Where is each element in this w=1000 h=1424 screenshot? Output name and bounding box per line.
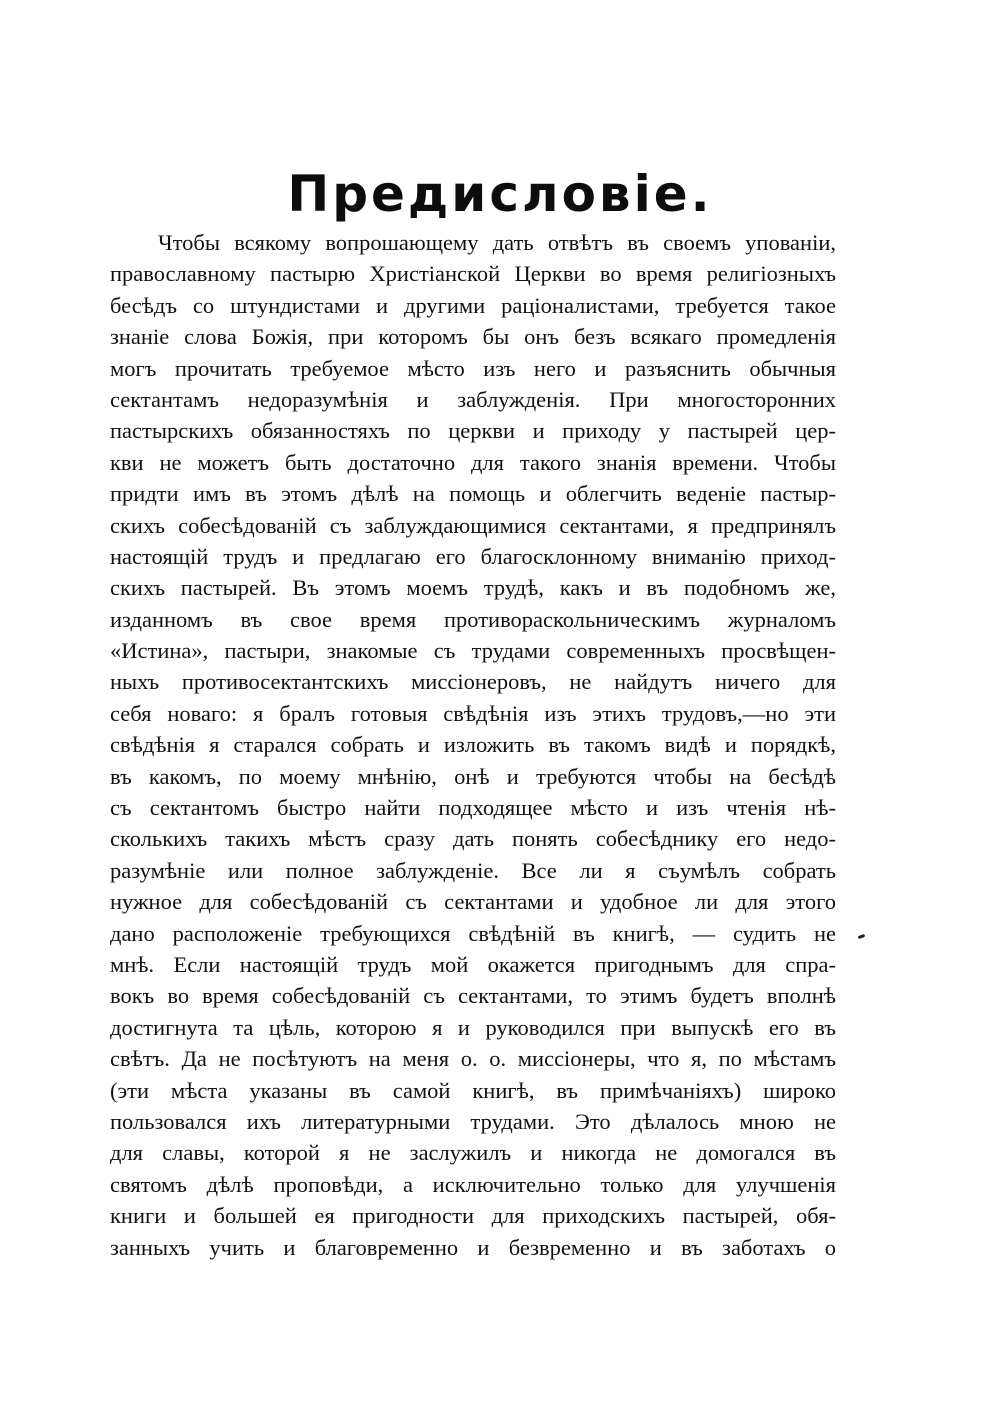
text-line: сколькихъ такихъ мѣстъ сразу дать понять собесѣднику его недо- [110,826,836,852]
text-line: пастырскихъ обязанностяхъ по церкви и приходу у пастырей цер- [110,418,836,444]
text-line: «Истина», пастыри, знакомые съ трудами современныхъ просвѣщен- [110,638,836,664]
text-line: придти имъ въ этомъ дѣлѣ на помощь и облегчить веденіе пастыр- [110,481,836,507]
text-line: скихъ пастырей. Въ этомъ моемъ трудѣ, какъ и въ подобномъ же, [110,575,836,601]
text-line: въ какомъ, по моему мнѣнію, онѣ и требуются чтобы на бесѣдѣ [110,763,836,789]
text-line: съ сектантомъ быстро найти подходящее мѣсто и изъ чтенія нѣ- [110,795,836,821]
body-paragraph [110,227,836,1263]
text-line: (эти мѣста указаны въ самой книгѣ, въ примѣчаніяхъ) широко [110,1077,836,1103]
text-line: сектантамъ недоразумѣнія и заблужденія. При многосторонних [110,386,836,412]
text-line: достигнута та цѣль, которою я и руководился при выпускѣ его въ [110,1014,836,1040]
text-line: пользовался ихъ литературными трудами. Это дѣлалось мною не [110,1108,836,1134]
text-line: разумѣніе или полное заблужденіе. Все ли я съумѣлъ собрать [110,857,836,883]
ink-speck [858,934,866,939]
text-line: кви не можетъ быть достаточно для такого знанія времени. Чтобы [110,449,836,475]
text-line: для славы, которой я не заслужилъ и никогда не домогался въ [110,1140,836,1166]
page-title: Предисловіе. [287,165,713,223]
text-line: вокъ во время собесѣдованій съ сектантами, то этимъ будетъ вполнѣ [110,983,836,1009]
text-line: Чтобы всякому вопрошающему дать отвѣтъ въ своемъ упованіи, [158,230,836,255]
text-line: книги и большей ея пригодности для приходскихъ пастырей, обя- [110,1203,836,1229]
text-line: скихъ собесѣдованій съ заблуждающимися сектантами, я предпринялъ [110,512,836,538]
text-line: православному пастырю Христіанской Церкви во время религіозныхъ [110,261,836,287]
text-line: настоящій трудъ и предлагаю его благосклонному вниманію приход- [110,543,836,569]
text-line: занныхъ учить и благовременно и безвременно и въ заботахъ о [110,1234,836,1260]
text-line: изданномъ въ свое время противораскольническимъ журналомъ [110,606,836,632]
text-line: свѣтъ. Да не посѣтуютъ на меня о. о. миссіонеры, что я, по мѣстамъ [110,1046,836,1072]
text-line: дано расположеніе требующихся свѣдѣній въ книгѣ, — судить не [110,920,836,946]
text-line: ныхъ противосектантскихъ миссіонеровъ, не найдутъ ничего для [110,669,836,695]
text-line: нужное для собесѣдованій съ сектантами и удобное ли для этого [110,889,836,915]
text-line: мнѣ. Если настоящій трудъ мой окажется пригоднымъ для спра- [110,951,836,977]
text-line: могъ прочитать требуемое мѣсто изъ него и разъяснить обычныя [110,355,836,381]
text-line: бесѣдъ со штундистами и другими раціоналистами, требуется такое [110,292,836,318]
text-line: знаніе слова Божія, при которомъ бы онъ безъ всякаго промедленія [110,324,836,350]
text-line: святомъ дѣлѣ проповѣди, а исключительно только для улучшенія [110,1171,836,1197]
text-line: свѣдѣнія я старался собрать и изложить въ такомъ видѣ и порядкѣ, [110,732,836,758]
text-line: себя новаго: я бралъ готовыя свѣдѣнія изъ этихъ трудовъ,—но эти [110,700,836,726]
